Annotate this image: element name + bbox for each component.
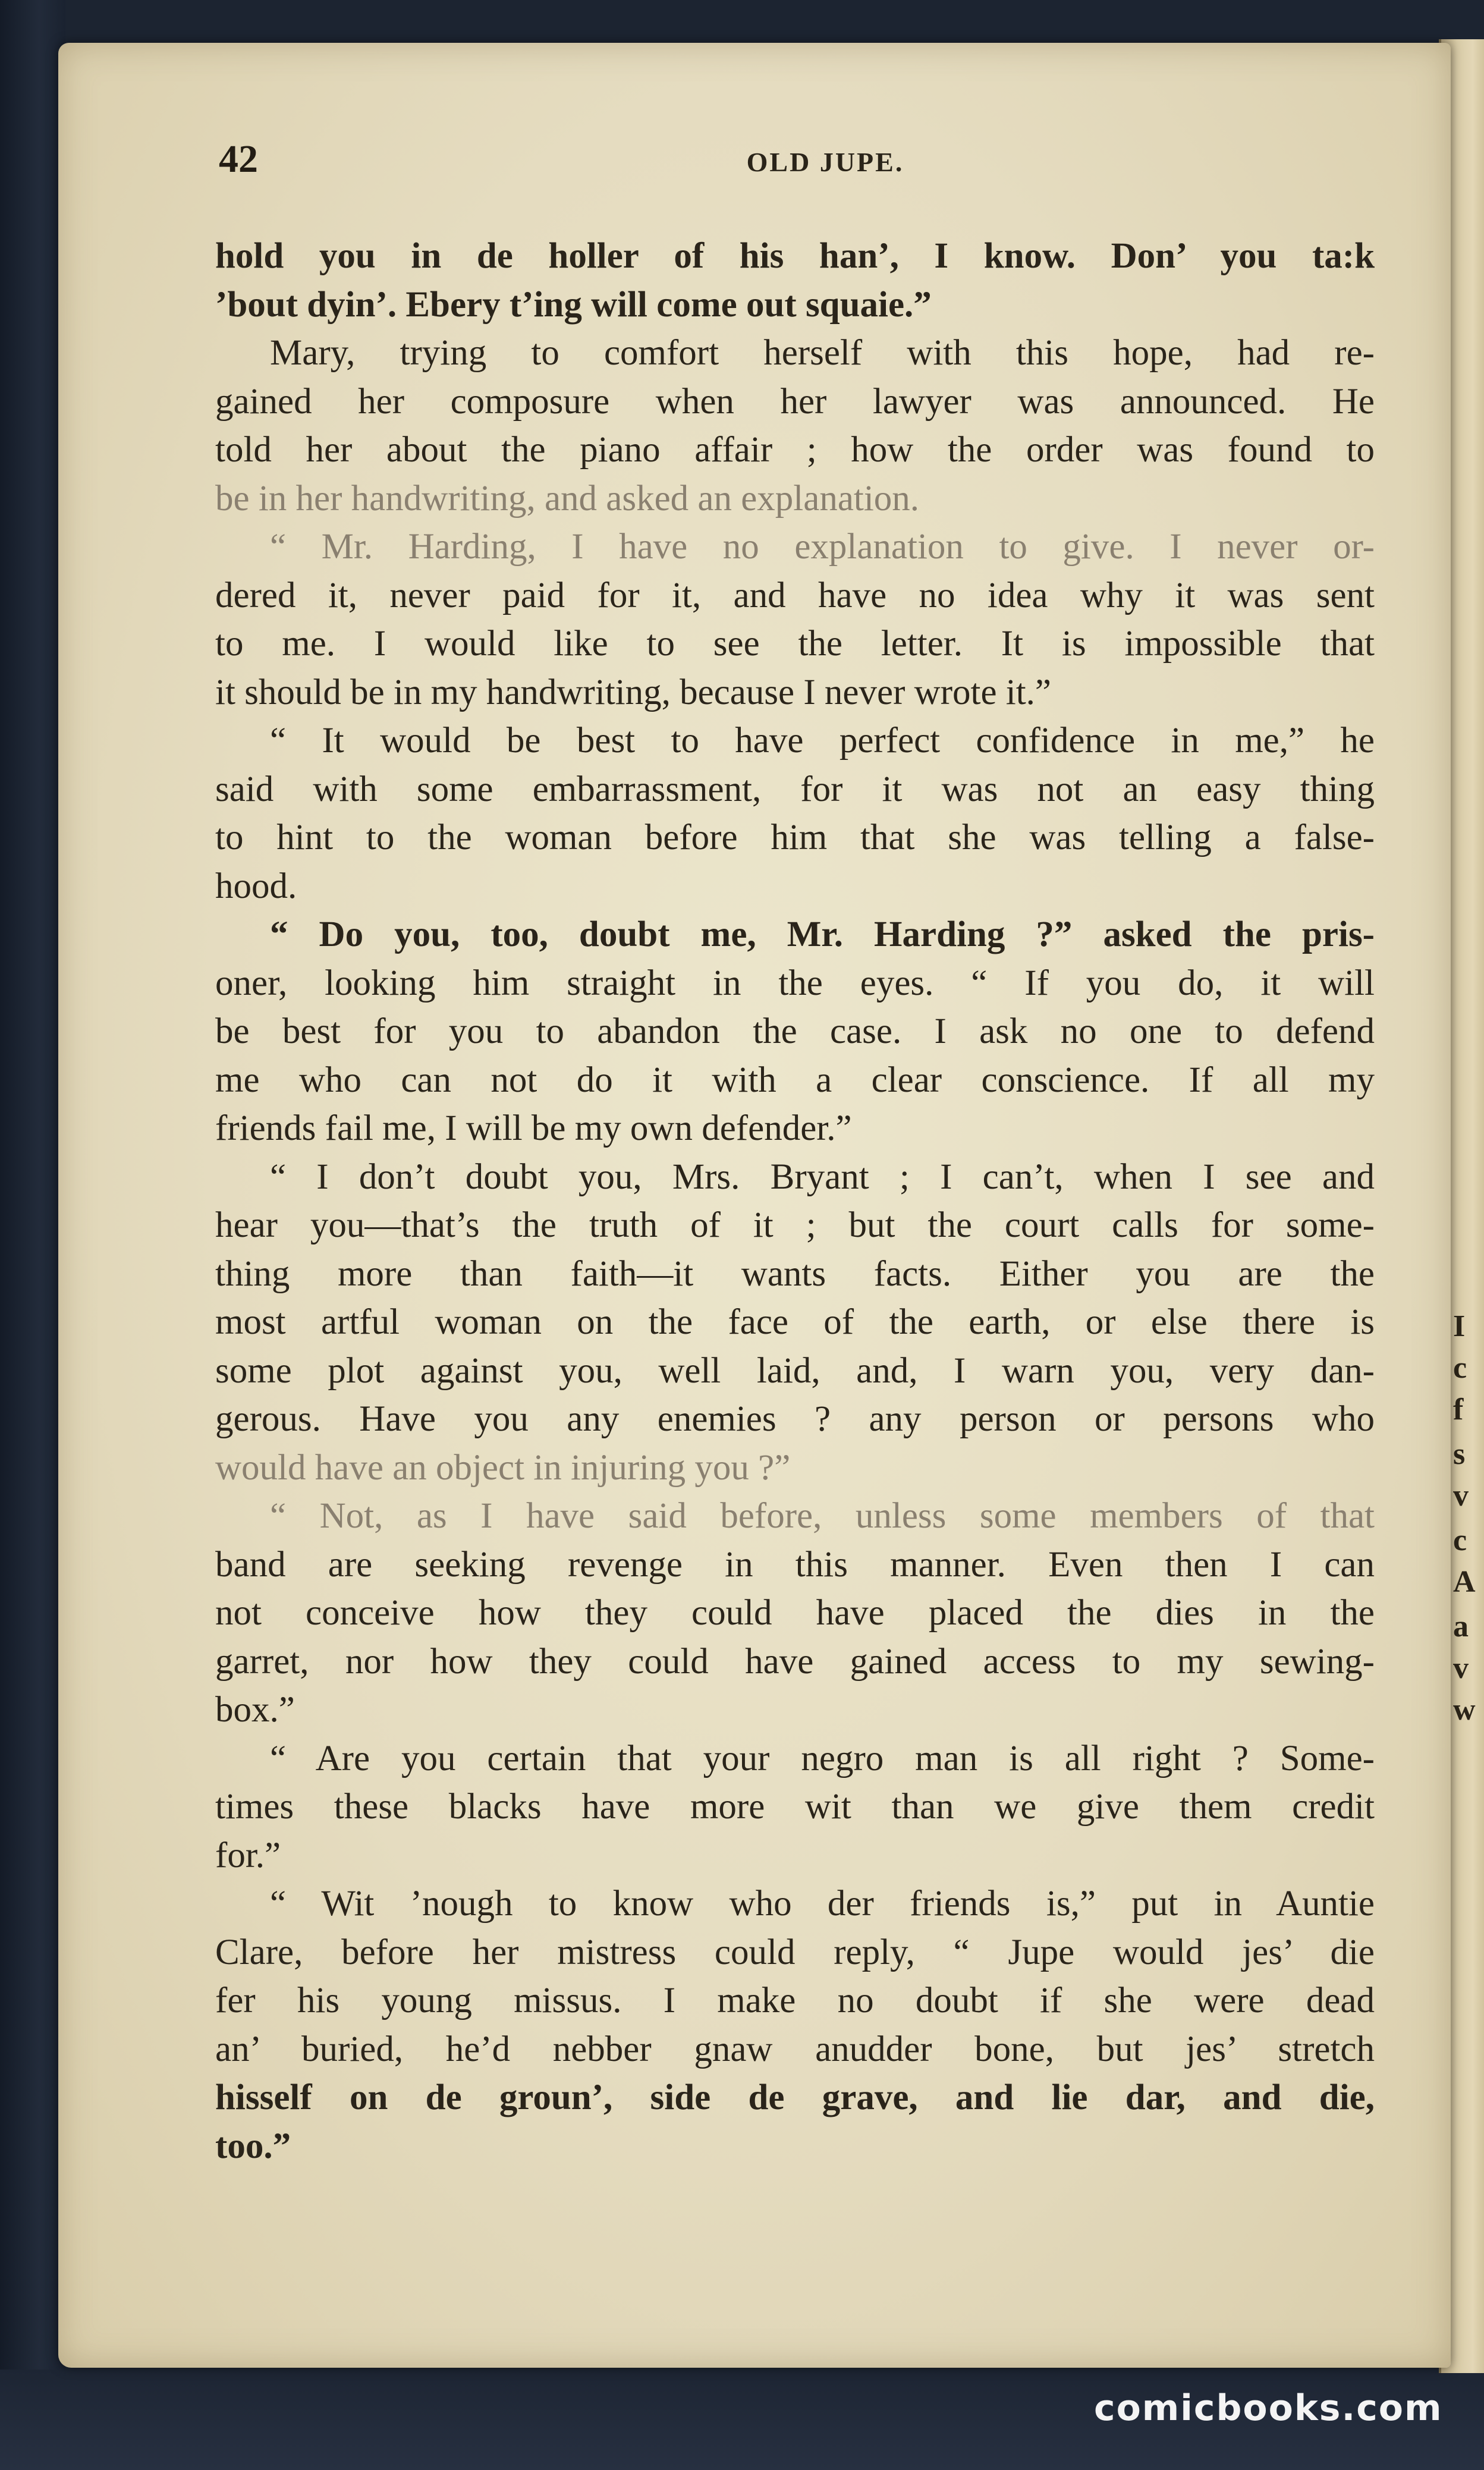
text-line: said with some embarrassment, for it was not an easy thing bbox=[215, 769, 1375, 809]
text-line: for.” bbox=[215, 1835, 281, 1875]
text-line: told her about the piano affair ; how the order was found to bbox=[215, 430, 1375, 470]
text-line: most artful woman on the face of the earth, or else there is bbox=[215, 1302, 1375, 1342]
text-line: gained her composure when her lawyer was announced. He bbox=[215, 381, 1375, 422]
text-line: not conceive how they could have placed the dies in the bbox=[215, 1593, 1375, 1633]
text-line: box.” bbox=[215, 1690, 295, 1730]
text-line: hold you in de holler of his han’, I know. Don’ you ta:k bbox=[215, 236, 1375, 276]
text-line: an’ buried, he’d nebber gnaw anudder bone, but jes’ stretch bbox=[215, 2029, 1375, 2069]
text-line: hisself on de groun’, side de grave, and lie dar, and die, bbox=[215, 2078, 1375, 2117]
edge-letter: f bbox=[1453, 1393, 1464, 1426]
background-left-edge bbox=[0, 0, 65, 2470]
text-line: friends fail me, I will be my own defender.” bbox=[215, 1108, 852, 1148]
edge-letter: I bbox=[1453, 1309, 1466, 1343]
text-line: it should be in my handwriting, because I never wrote it.” bbox=[215, 672, 1052, 712]
text-line: to me. I would like to see the letter. It is impossible that bbox=[215, 624, 1375, 664]
text-line: hear you—that’s the truth of it ; but the court calls for some- bbox=[215, 1205, 1375, 1245]
text-line: garret, nor how they could have gained access to my sewing- bbox=[215, 1641, 1375, 1682]
edge-letter: A bbox=[1453, 1565, 1476, 1599]
text-line: fer his young missus. I make no doubt if she were dead bbox=[215, 1981, 1375, 2020]
text-line: dered it, never paid for it, and have no idea why it was sent bbox=[215, 575, 1375, 615]
text-line: “ Are you certain that your negro man is all right ? Some- bbox=[270, 1738, 1375, 1778]
text-line: band are seeking revenge in this manner. Even then I can bbox=[215, 1544, 1375, 1585]
edge-letter: a bbox=[1453, 1610, 1469, 1643]
text-line: thing more than faith—it wants facts. Either you are the bbox=[215, 1253, 1375, 1294]
text-line: “ Mr. Harding, I have no explanation to give. I never or- bbox=[270, 527, 1375, 567]
text-line: too.” bbox=[215, 2126, 291, 2166]
page-number: 42 bbox=[219, 137, 258, 181]
text-line: ’bout dyin’. Ebery t’ing will come out squaie.” bbox=[215, 284, 932, 325]
text-line: “ Wit ’nough to know who der friends is,” put in Auntie bbox=[270, 1884, 1375, 1924]
text-line: “ Not, as I have said before, unless some members of that bbox=[270, 1496, 1375, 1536]
text-line: me who can not do it with a clear conscience. If all my bbox=[215, 1060, 1375, 1100]
text-line: hood. bbox=[215, 866, 297, 906]
text-line: be in her handwriting, and asked an explanation. bbox=[215, 478, 920, 518]
text-line: gerous. Have you any enemies ? any person or persons who bbox=[215, 1399, 1375, 1439]
text-line: “ Do you, too, doubt me, Mr. Harding ?” asked the pris- bbox=[270, 915, 1375, 954]
edge-letter: c bbox=[1453, 1351, 1467, 1385]
page-header bbox=[219, 137, 1372, 184]
text-line: Clare, before her mistress could reply, “ Jupe would jes’ die bbox=[215, 1932, 1375, 1972]
edge-letter: s bbox=[1453, 1437, 1466, 1471]
text-line: to hint to the woman before him that she was telling a false- bbox=[215, 818, 1375, 857]
text-line: Mary, trying to comfort herself with this hope, had re- bbox=[270, 333, 1375, 373]
body-text bbox=[215, 232, 1375, 2170]
running-head: OLD JUPE. bbox=[746, 147, 904, 177]
edge-letter: c bbox=[1453, 1523, 1467, 1557]
edge-letter: v bbox=[1453, 1651, 1469, 1685]
text-line: “ It would be best to have perfect confidence in me,” he bbox=[270, 721, 1375, 761]
text-line: “ I don’t doubt you, Mrs. Bryant ; I can’t, when I see and bbox=[270, 1157, 1375, 1197]
edge-letter: v bbox=[1453, 1479, 1469, 1513]
edge-letter: w bbox=[1453, 1693, 1476, 1727]
text-line: some plot against you, well laid, and, I warn you, very dan- bbox=[215, 1350, 1375, 1391]
watermark: comicbooks.com bbox=[1094, 2387, 1443, 2429]
text-line: oner, looking him straight in the eyes. “ If you do, it will bbox=[215, 963, 1375, 1003]
text-line: times these blacks have more wit than we give them credit bbox=[215, 1787, 1375, 1827]
text-line: would have an object in injuring you ?” bbox=[215, 1447, 791, 1488]
text-line: be best for you to abandon the case. I ask no one to defend bbox=[215, 1011, 1375, 1051]
